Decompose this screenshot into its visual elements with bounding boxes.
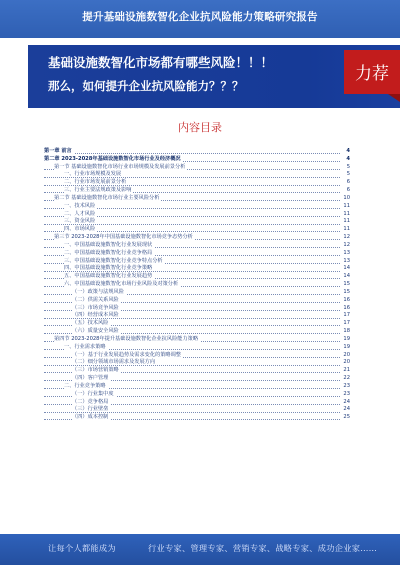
- toc-entry-page: 23: [343, 390, 350, 397]
- toc-entry[interactable]: [44, 242, 350, 250]
- toc-entry-label: （五）技术风险: [72, 320, 109, 327]
- toc-entry[interactable]: [44, 336, 350, 344]
- toc-entry-label: （二）竞争格局: [72, 398, 109, 405]
- toc-entry-label: 第一章 前言: [44, 148, 72, 154]
- toc-entry-page: 5: [346, 171, 350, 178]
- toc-entry-label: （四）客户管理: [72, 375, 109, 382]
- toc-entry-page: 25: [343, 414, 350, 421]
- toc-entry[interactable]: [44, 320, 350, 328]
- toc-entry[interactable]: [44, 344, 350, 352]
- toc-entry-page: 13: [343, 249, 350, 256]
- toc-entry-label: 二、行业市场发展前景分析: [64, 179, 127, 186]
- toc-entry[interactable]: [44, 156, 350, 164]
- toc-entry-page: 24: [343, 398, 350, 405]
- toc-entry-page: 22: [343, 375, 350, 382]
- toc-entry-label: （四）经营成本风险: [72, 312, 119, 319]
- toc-entry-label: （三）市场竞争风险: [72, 304, 119, 311]
- toc-entry[interactable]: [44, 226, 350, 234]
- toc-title: 内容目录: [178, 121, 222, 134]
- table-of-contents: [44, 148, 350, 422]
- toc-entry-page: 12: [343, 234, 350, 241]
- toc-entry-page: 4: [346, 148, 350, 154]
- recommend-badge-label: 力荐: [355, 64, 389, 84]
- hero-subheadline: 那么，如何提升企业抗风险能力？？？: [48, 79, 244, 93]
- toc-entry[interactable]: [44, 383, 350, 391]
- toc-entry-label: 一、技术风险: [64, 202, 96, 209]
- toc-entry[interactable]: [44, 367, 350, 375]
- toc-entry[interactable]: [44, 273, 350, 281]
- toc-entry-page: 20: [343, 359, 350, 366]
- toc-entry[interactable]: [44, 250, 350, 258]
- toc-leader-dots: [44, 153, 340, 154]
- toc-entry-page: 11: [343, 210, 350, 217]
- footer-roles: 行业专家、管理专家、营销专家、战略专家、成功企业家……: [148, 543, 378, 553]
- toc-entry-page: 6: [346, 179, 350, 186]
- toc-entry-label: （四）成本控制: [72, 414, 109, 421]
- toc-entry-label: （三）市场营销策略: [72, 367, 119, 374]
- toc-entry-label: 一、行业市场规模及发展: [64, 171, 122, 178]
- toc-entry-label: 四、市场风险: [64, 226, 96, 233]
- toc-entry-label: 三、行业主要法规政策及影响: [64, 187, 132, 194]
- toc-entry-label: 一、行业需求策略: [64, 343, 106, 350]
- toc-entry-label: 四、中国基础设施数智化行业竞争策略: [64, 265, 153, 272]
- toc-entry-page: 21: [343, 367, 350, 374]
- footer-band: [0, 534, 400, 565]
- toc-entry-label: 第三节 2023-2028年中国基础设施数智化市场竞争态势分析: [54, 234, 193, 241]
- toc-entry-label: 三、资金风险: [64, 218, 96, 225]
- toc-entry[interactable]: [44, 406, 350, 414]
- toc-entry[interactable]: [44, 289, 350, 297]
- toc-entry[interactable]: [44, 203, 350, 211]
- toc-entry-page: 4: [346, 155, 350, 162]
- toc-entry-page: 23: [343, 382, 350, 389]
- badge-ribbon-fold: [388, 94, 400, 102]
- toc-entry-page: 10: [343, 194, 350, 201]
- toc-entry-page: 15: [343, 281, 350, 288]
- toc-entry-label: 第二章 2023-2028年基础设施数智化市场行业及经济概况: [44, 155, 181, 162]
- toc-entry-page: 13: [343, 257, 350, 264]
- toc-entry-page: 14: [343, 273, 350, 280]
- toc-entry-label: 二、中国基础设施数智化行业竞争格局: [64, 249, 153, 256]
- recommend-badge: [344, 50, 400, 94]
- toc-entry-label: 三、中国基础设施数智化行业竞争特点分析: [64, 257, 163, 264]
- toc-entry[interactable]: [44, 375, 350, 383]
- toc-entry-page: 12: [343, 241, 350, 248]
- toc-entry-label: 第四节 2023-2028年提升基础设施数智化企业抗风险能力策略: [54, 335, 199, 342]
- toc-entry-page: 17: [343, 320, 350, 327]
- toc-entry-label: 二、人才风险: [64, 210, 96, 217]
- toc-entry-label: 第二节 基础设施数智化市场行业主要风险分析: [54, 194, 160, 201]
- header-band: [0, 0, 400, 38]
- toc-entry-page: 16: [343, 304, 350, 311]
- toc-entry-page: 11: [343, 218, 350, 225]
- toc-entry-page: 19: [343, 343, 350, 350]
- toc-entry-label: 一、中国基础设施数智化行业发展现状: [64, 241, 153, 248]
- toc-entry[interactable]: [44, 195, 350, 203]
- footer-slogan: 让每个人都能成为: [48, 543, 116, 553]
- toc-entry-page: 15: [343, 288, 350, 295]
- toc-entry-page: 5: [346, 163, 350, 170]
- toc-entry-page: 24: [343, 406, 350, 413]
- toc-entry[interactable]: [44, 297, 350, 305]
- toc-entry[interactable]: [44, 148, 350, 156]
- toc-entry-label: 五、中国基础设施数智化行业发展趋势: [64, 273, 153, 280]
- toc-entry-label: 六、中国基础设施数智化市场行业风险及对策分析: [64, 281, 179, 288]
- toc-entry[interactable]: [44, 328, 350, 336]
- toc-entry-label: （六）质量安全风险: [72, 328, 119, 335]
- toc-entry[interactable]: [44, 359, 350, 367]
- toc-entry-label: 第一节 基础设施数智化市场行业市场规模及发展前景分析: [54, 163, 186, 170]
- toc-entry-page: 11: [343, 226, 350, 233]
- toc-entry-page: 14: [343, 265, 350, 272]
- report-title: 提升基础设施数智化企业抗风险能力策略研究报告: [82, 11, 318, 23]
- toc-entry-page: 16: [343, 296, 350, 303]
- toc-entry-page: 19: [343, 335, 350, 342]
- toc-entry-label: 二、行业竞争策略: [64, 382, 106, 389]
- toc-entry[interactable]: [44, 234, 350, 242]
- toc-entry-label: （一）政策与法规风险: [72, 288, 124, 295]
- toc-entry-label: （二）细分领域市场需求及发展方向: [72, 359, 156, 366]
- toc-entry-label: （一）基于行业发展趋势及需求变化的策略调整: [72, 351, 181, 358]
- toc-entry-page: 18: [343, 328, 350, 335]
- toc-entry-page: 6: [346, 187, 350, 194]
- toc-entry-label: （二）供需关系风险: [72, 296, 119, 303]
- toc-entry-page: 20: [343, 351, 350, 358]
- toc-entry-label: （一）行业集中度: [72, 390, 114, 397]
- toc-entry-page: 11: [343, 202, 350, 209]
- toc-entry[interactable]: [44, 391, 350, 399]
- toc-entry[interactable]: [44, 179, 350, 187]
- toc-entry[interactable]: [44, 281, 350, 289]
- hero-headline: 基础设施数智化市场都有哪些风险！！！: [48, 55, 274, 70]
- toc-entry[interactable]: [44, 187, 350, 195]
- toc-entry-label: （三）行业壁垒: [72, 406, 109, 413]
- toc-entry-page: 17: [343, 312, 350, 319]
- toc-entry[interactable]: [44, 414, 350, 422]
